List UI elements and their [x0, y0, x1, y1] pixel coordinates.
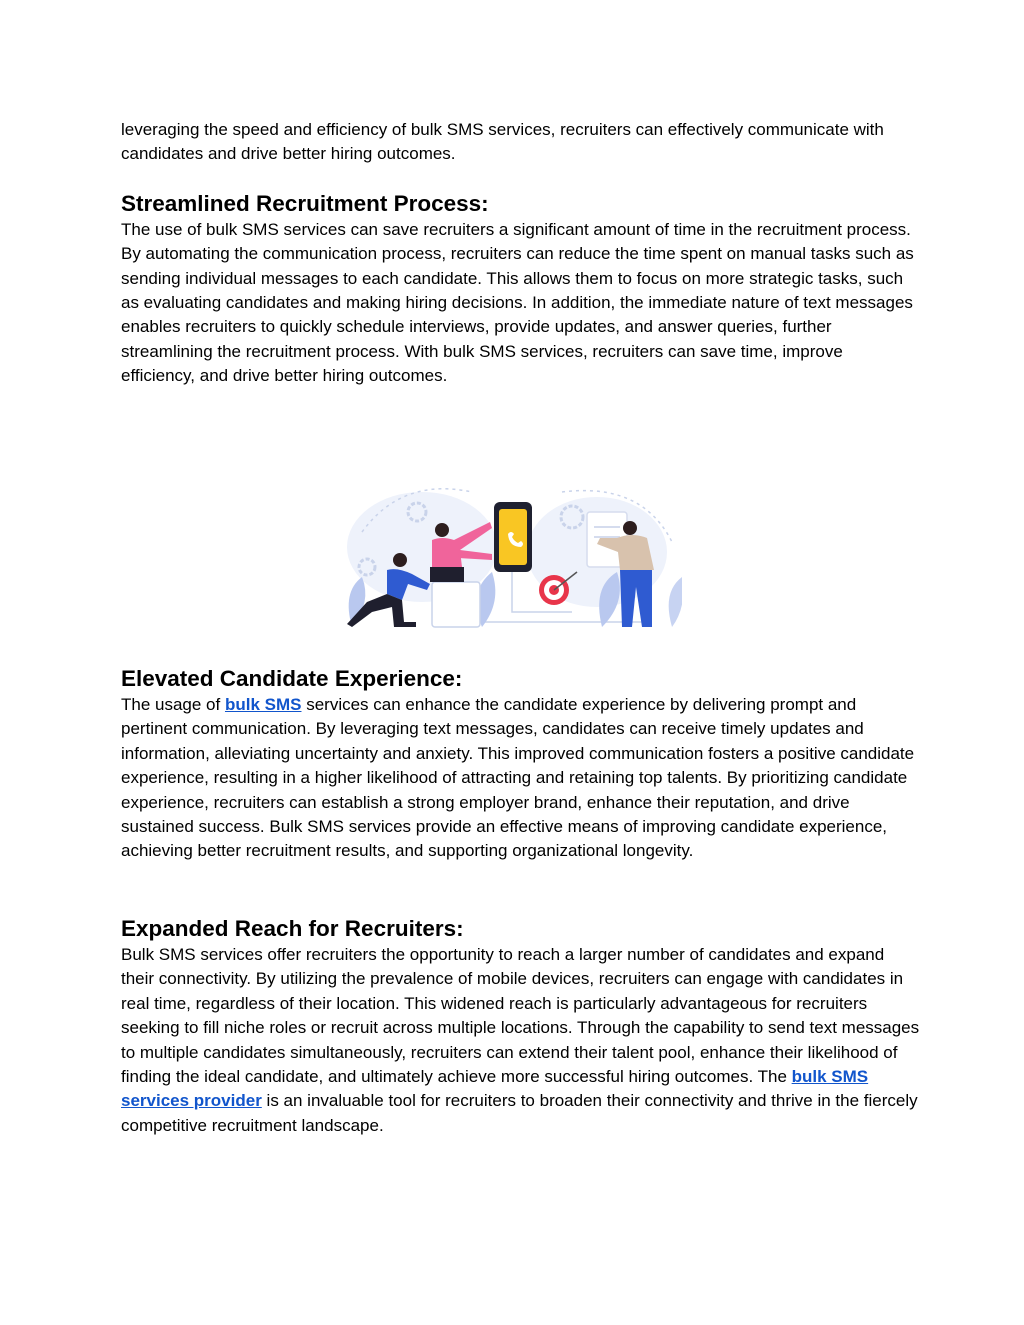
section-elevated-candidate-experience: [121, 665, 921, 864]
document-page: [121, 118, 921, 389]
section-heading: Elevated Candidate Experience:: [121, 666, 463, 691]
body-text: services can enhance the candidate experience by delivering prompt and pertinent communication. By leveraging text messages, candidates can receive timely updates and information, alleviating uncertainty and anxiety. This improved communication fosters a positive candidate experience, resulting in a higher likelihood of attracting and retaining top talents. By prioritizing candidate experience, recruiters can establish a strong employer brand, enhance their reputation, and drive sustained success. Bulk SMS services provide an effective means of improving candidate experience, achieving better recruitment results, and supporting organizational longevity.: [121, 695, 915, 861]
section-heading: Expanded Reach for Recruiters:: [121, 916, 464, 941]
section-body: [121, 943, 921, 1138]
body-text: is an invaluable tool for recruiters to broaden their connectivity and thrive in the fiercely competitive recruitment landscape.: [121, 1091, 918, 1135]
section-body: [121, 693, 921, 864]
section-expanded-reach: [121, 915, 921, 1138]
section-streamlined-recruitment: [121, 190, 921, 389]
bulk-sms-link[interactable]: bulk SMS: [224, 695, 302, 714]
body-text: Bulk SMS services offer recruiters the opportunity to reach a larger number of candidates and expand their connectivity. By utilizing the prevalence of mobile devices, recruiters can engage with candidates in real time, regardless of their location. This widened reach is particularly advantageous for recruiters seeking to fill niche roles or recruit across multiple locations. Through the capability to send text messages to multiple candidates simultaneously, recruiters can extend their talent pool, enhance their likelihood of finding the ideal candidate, and ultimately achieve more successful hiring outcomes. The: [121, 945, 920, 1087]
bulk-sms-services-provider-link[interactable]: bulk SMS services provider: [121, 1067, 869, 1111]
intro-paragraph: leveraging the speed and efficiency of bulk SMS services, recruiters can effectively communicate with candidates and drive better hiring outcomes.: [121, 120, 884, 164]
recruitment-illustration: [342, 472, 682, 632]
section-heading: Streamlined Recruitment Process:: [121, 190, 489, 216]
body-text: The usage of: [121, 695, 225, 714]
section-body: The use of bulk SMS services can save recruiters a significant amount of time in the recruitment process. By automating the communication process, recruiters can reduce the time spent on manual tasks such as sending individual messages to each candidate. This allows them to focus on more strategic tasks, such as evaluating candidates and making hiring decisions. In addition, the immediate nature of text messages enables recruiters to quickly schedule interviews, provide updates, and answer queries, further streamlining the recruitment process. With bulk SMS services, recruiters can save time, improve efficiency, and drive better hiring outcomes.: [121, 219, 914, 386]
